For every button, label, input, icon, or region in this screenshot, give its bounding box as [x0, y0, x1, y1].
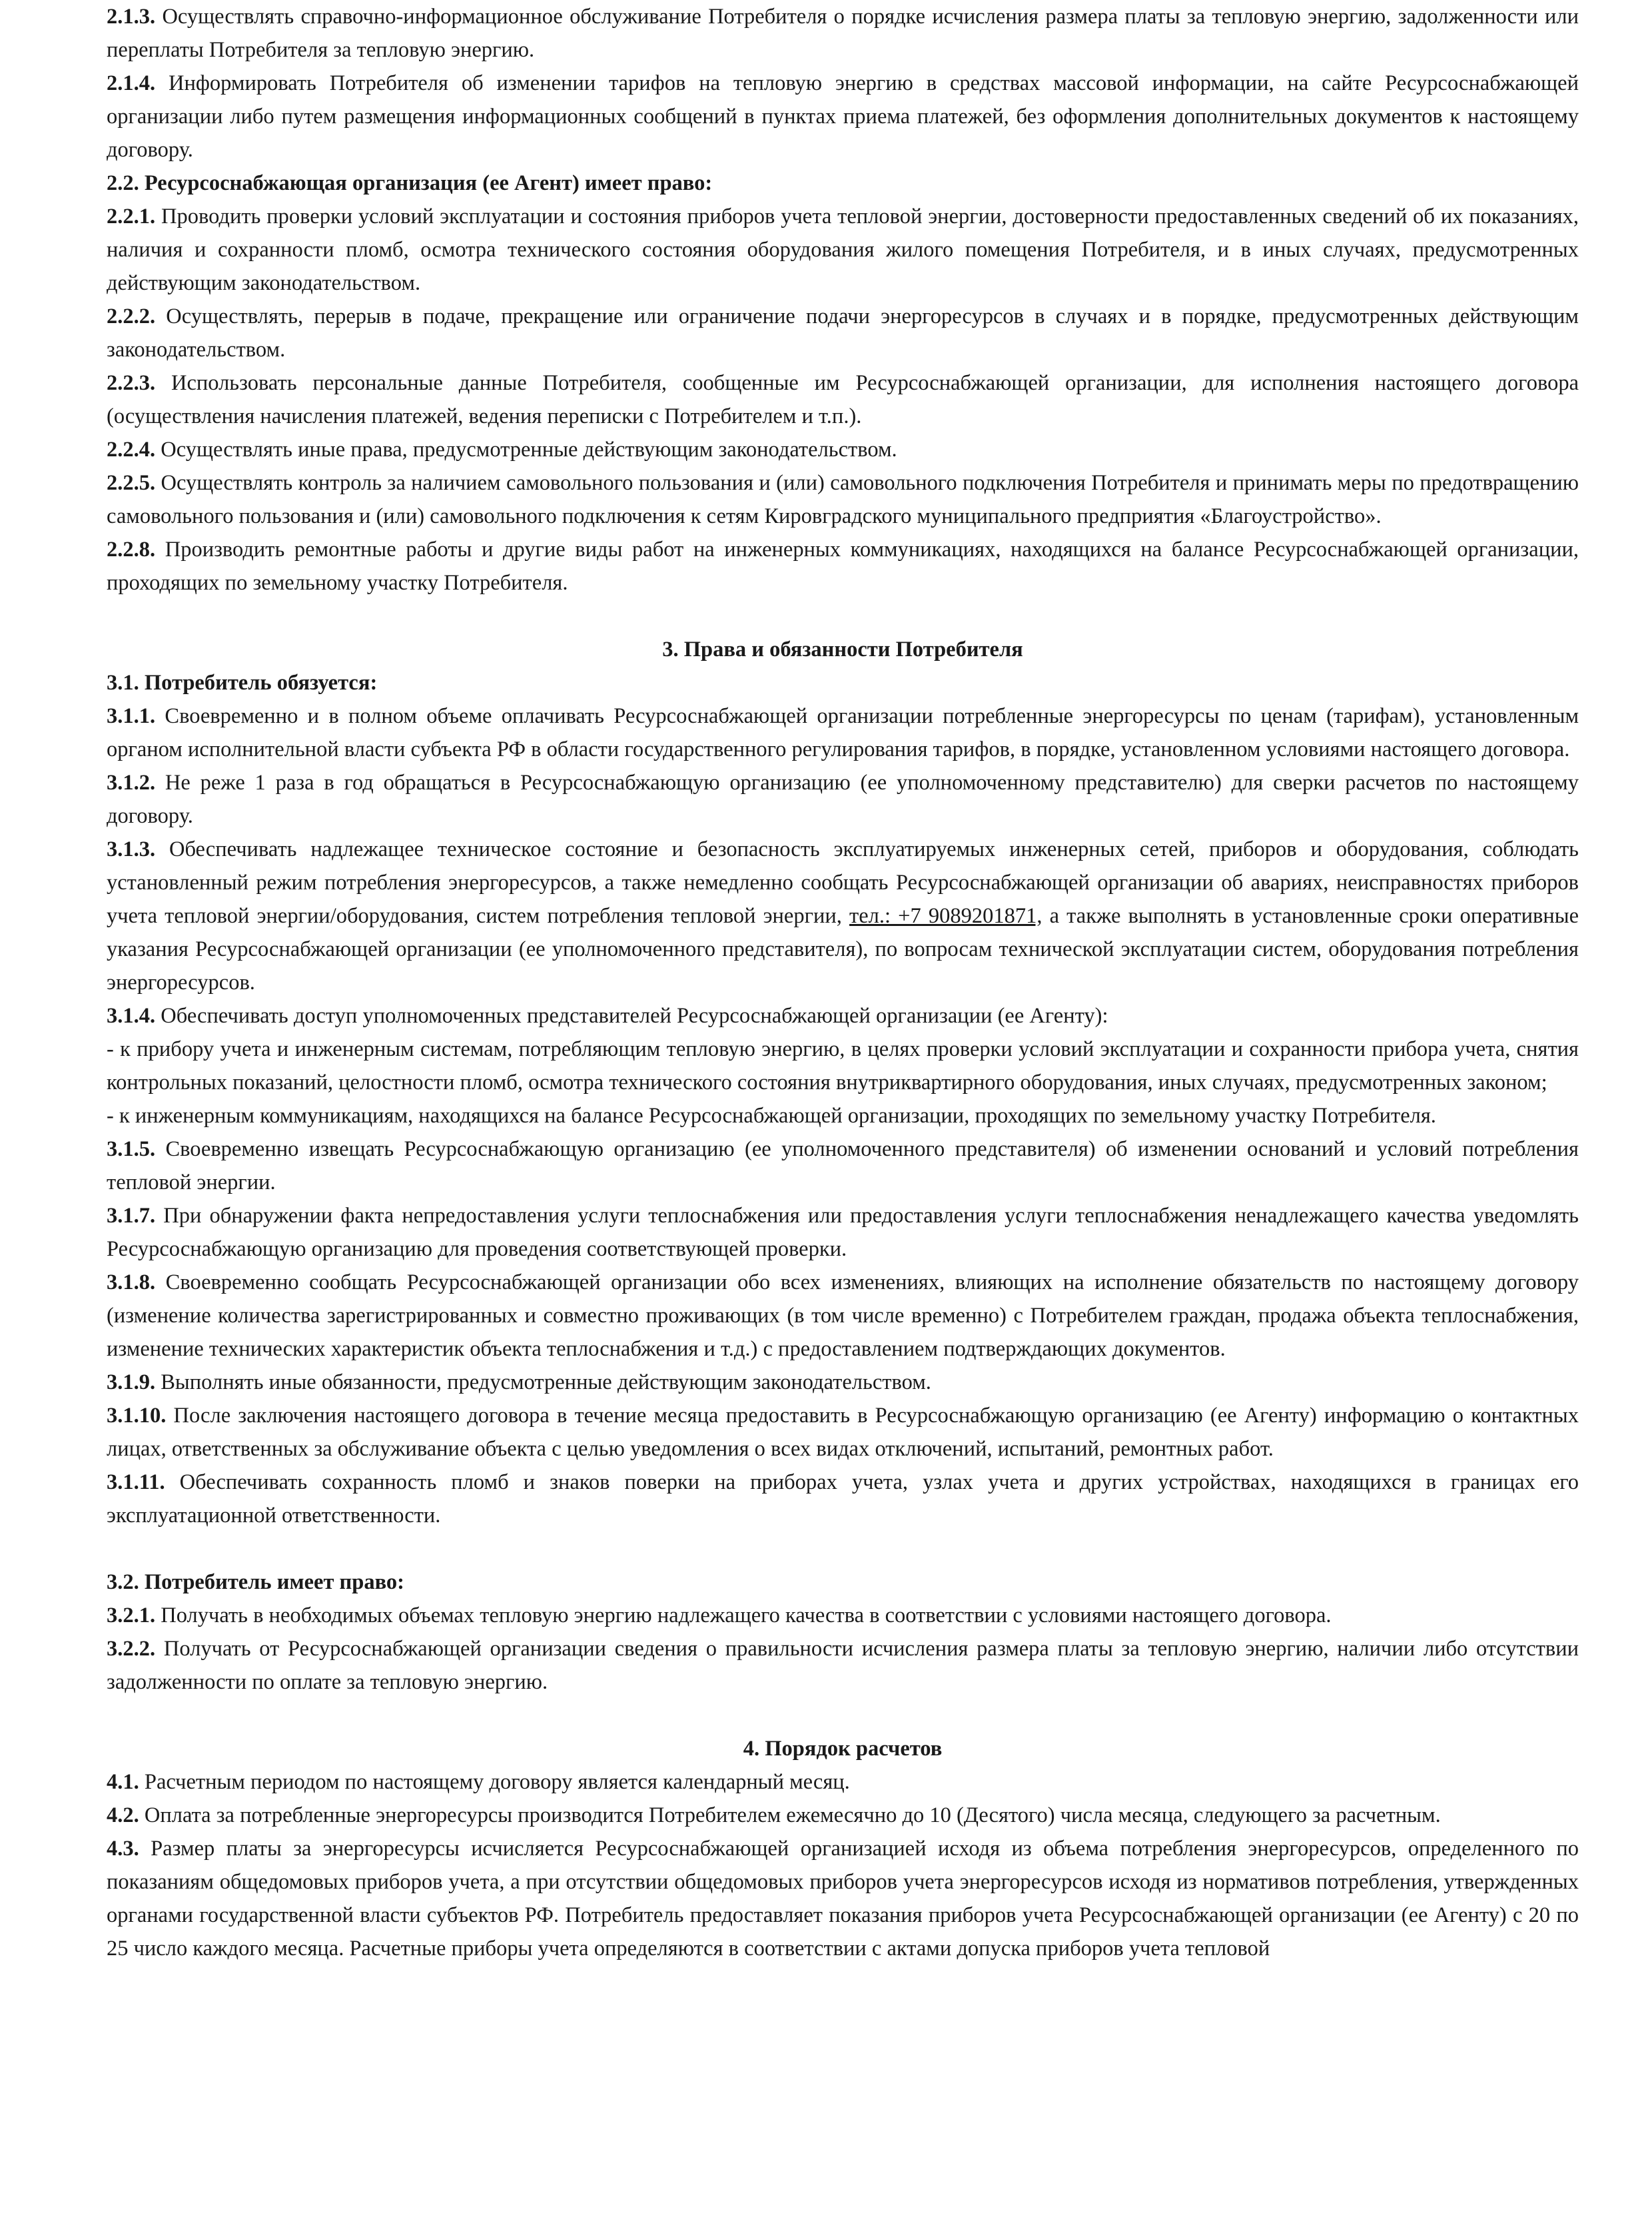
clause-text: Размер платы за энергоресурсы исчисляется Ресурсоснабжающей организацией исходя из объема потребления энергоресурсов, определенного по показаниям общедомовых приборов учета, а при отсутствии общедомовых приборов учета энергоресурсов исходя из нормативов потребления, утвержденных органами государственной власти субъектов РФ. Потребитель предоставляет показания приборов учета Ресурсоснабжающей организации (ее Агенту) с 20 по 25 число каждого месяца. Расчетные приборы учета определяются в соответствии с актами допуска приборов учета тепловой	[107, 1837, 1579, 1961]
clause-paragraph	[107, 1765, 1579, 1799]
clause-number: 2.2.3.	[107, 371, 156, 395]
clause-paragraph	[107, 999, 1579, 1033]
clause-number: 3.1.2.	[107, 771, 156, 795]
clause-text: Осуществлять иные права, предусмотренные действующим законодательством.	[161, 438, 897, 462]
clause-paragraph	[107, 1466, 1579, 1532]
clause-paragraph	[107, 67, 1579, 167]
clause-text: Не реже 1 раза в год обращаться в Ресурсоснабжающую организацию (ее уполномоченному представителю) для сверки расчетов по настоящему договору.	[107, 771, 1579, 828]
clause-number: 3.1.1.	[107, 704, 156, 728]
clause-text: Обеспечивать надлежащее техническое состояние и безопасность эксплуатируемых инженерных сетей, приборов и оборудования, соблюдать установленный режим потребления энергоресурсов, а также немедленно сообщать Ресурсоснабжающей организации об авариях, неисправностях приборов учета тепловой энергии/оборудования, систем потребления тепловой энергии,	[107, 837, 1579, 928]
clause-text: Использовать персональные данные Потребителя, сообщенные им Ресурсоснабжающей организации, для исполнения настоящего договора (осуществления начисления платежей, ведения переписки с Потребителем и т.п.).	[107, 371, 1579, 428]
clause-text: Выполнять иные обязанности, предусмотренные действующим законодательством.	[161, 1370, 931, 1394]
clause-paragraph	[107, 433, 1579, 466]
clause-text: Своевременно сообщать Ресурсоснабжающей организации обо всех изменениях, влияющих на исполнение обязательств по настоящему договору (изменение количества зарегистрированных и совместно проживающих (в том числе временно) с Потребителем граждан, продажа объекта теплоснабжения, изменение технических характеристик объекта теплоснабжения и т.д.) с предоставлением подтверждающих документов.	[107, 1270, 1579, 1361]
clause-paragraph	[107, 1632, 1579, 1699]
clause-paragraph	[107, 366, 1579, 433]
clause-number: 3.2.2.	[107, 1637, 156, 1661]
clause-number: 4.2.	[107, 1803, 139, 1827]
subsection-heading: 2.2. Ресурсоснабжающая организация (ее Агент) имеет право:	[107, 171, 713, 195]
clause-paragraph	[107, 833, 1579, 999]
clause-paragraph	[107, 1199, 1579, 1266]
clause-number: 3.1.5.	[107, 1137, 156, 1161]
clause-text: Обеспечивать сохранность пломб и знаков поверки на приборах учета, узлах учета и других устройствах, находящихся в границах его эксплуатационной ответственности.	[107, 1470, 1579, 1528]
clause-text: Информировать Потребителя об изменении тарифов на тепловую энергию в средствах массовой информации, на сайте Ресурсоснабжающей организации либо путем размещения информационных сообщений в пунктах приема платежей, без оформления дополнительных документов к настоящему договору.	[107, 71, 1579, 162]
clause-number: 3.2.1.	[107, 1603, 156, 1627]
clause-number: 2.1.4.	[107, 71, 156, 95]
clause-number: 4.3.	[107, 1837, 139, 1861]
clause-text: После заключения настоящего договора в течение месяца предоставить в Ресурсоснабжающую организацию (ее Агенту) информацию о контактных лицах, ответственных за обслуживание объекта с целью уведомления о всех видах отключений, испытаний, ремонтных работ.	[107, 1404, 1579, 1461]
clause-number: 3.1.8.	[107, 1270, 156, 1294]
clause-text: Обеспечивать доступ уполномоченных представителей Ресурсоснабжающей организации (ее Агенту):	[161, 1004, 1108, 1028]
clause-text: Осуществлять контроль за наличием самовольного пользования и (или) самовольного подключения Потребителя и принимать меры по предотвращению самовольного пользования и (или) самовольного подключения к сетям Кировградского муниципального предприятия «Благоустройство».	[107, 471, 1579, 528]
clause-text: Осуществлять, перерыв в подаче, прекращение или ограничение подачи энергоресурсов в случаях и в порядке, предусмотренных действующим законодательством.	[107, 304, 1579, 362]
clause-text: Получать в необходимых объемах тепловую энергию надлежащего качества в соответствии с условиями настоящего договора.	[161, 1603, 1332, 1627]
paragraph-spacer	[107, 1532, 1579, 1565]
clause-number: 3.1.11.	[107, 1470, 165, 1494]
document-page	[107, 0, 1579, 2229]
clause-paragraph	[107, 200, 1579, 300]
clause-text: - к прибору учета и инженерным системам, потребляющим тепловую энергию, в целях проверки условий эксплуатации и сохранности прибора учета, снятия контрольных показаний, целостности пломб, осмотра технического состояния внутриквартирного оборудования, иных случаях, предусмотренных законом;	[107, 1037, 1579, 1095]
clause-paragraph	[107, 1132, 1579, 1199]
clause-number: 2.2.2.	[107, 304, 156, 328]
clause-paragraph	[107, 533, 1579, 600]
list-item	[107, 1099, 1579, 1132]
clause-number: 2.2.8.	[107, 538, 156, 562]
clause-text: Осуществлять справочно-информационное обслуживание Потребителя о порядке исчисления размера платы за тепловую энергию, задолженности или переплаты Потребителя за тепловую энергию.	[107, 5, 1579, 62]
clause-text: Получать от Ресурсоснабжающей организации сведения о правильности исчисления размера платы за тепловую энергию, наличии либо отсутствии задолженности по оплате за тепловую энергию.	[107, 1637, 1579, 1694]
clause-text: Производить ремонтные работы и другие виды работ на инженерных коммуникациях, находящихся на балансе Ресурсоснабжающей организации, проходящих по земельному участку Потребителя.	[107, 538, 1579, 595]
clause-number: 2.2.1.	[107, 205, 156, 228]
clause-paragraph	[107, 300, 1579, 366]
clause-number: 2.1.3.	[107, 5, 156, 29]
clause-text: Расчетным периодом по настоящему договору является календарный месяц.	[144, 1770, 850, 1794]
clause-text: Своевременно и в полном объеме оплачивать Ресурсоснабжающей организации потребленные энергоресурсы по ценам (тарифам), установленным органом исполнительной власти субъекта РФ в области государственного регулирования тарифов, в порядке, установленном условиями настоящего договора.	[107, 704, 1579, 761]
clause-number: 3.1.3.	[107, 837, 156, 861]
clause-paragraph	[107, 1599, 1579, 1632]
clause-text: Проводить проверки условий эксплуатации и состояния приборов учета тепловой энергии, достоверности предоставленных сведений об их показаниях, наличия и сохранности пломб, осмотра технического состояния оборудования жилого помещения Потребителя, и в иных случаях, предусмотренных действующим законодательством.	[107, 205, 1579, 295]
clause-text: Своевременно извещать Ресурсоснабжающую организацию (ее уполномоченного представителя) об изменении оснований и условий потребления тепловой энергии.	[107, 1137, 1579, 1194]
clause-number: 3.1.10.	[107, 1404, 167, 1428]
clause-text: При обнаружении факта непредоставления услуги теплоснабжения или предоставления услуги теплоснабжения ненадлежащего качества уведомлять Ресурсоснабжающую организацию для проведения соответствующей проверки.	[107, 1204, 1579, 1261]
clause-paragraph	[107, 1832, 1579, 1965]
clause-number: 2.2.5.	[107, 471, 156, 495]
clause-paragraph	[107, 1366, 1579, 1399]
section-title: 4. Порядок расчетов	[743, 1737, 943, 1761]
clause-number: 3.1.7.	[107, 1204, 156, 1228]
clause-number: 3.1.9.	[107, 1370, 156, 1394]
clause-number: 2.2.4.	[107, 438, 156, 462]
clause-text: - к инженерным коммуникациям, находящихся на балансе Ресурсоснабжающей организации, проходящих по земельному участку Потребителя.	[107, 1104, 1436, 1128]
subsection-heading: 3.2. Потребитель имеет право:	[107, 1570, 405, 1594]
clause-paragraph	[107, 466, 1579, 533]
clause-text-continued: а также выполнять в установленные сроки оперативные указания Ресурсоснабжающей организации (ее уполномоченного представителя), по вопросам технической эксплуатации систем, оборудования потребления энергоресурсов.	[107, 904, 1579, 995]
list-item	[107, 1033, 1579, 1099]
clause-number: 4.1.	[107, 1770, 139, 1794]
clause-paragraph	[107, 1799, 1579, 1832]
clause-paragraph	[107, 766, 1579, 833]
clause-number: 3.1.4.	[107, 1004, 156, 1028]
subsection-heading: 3.1. Потребитель обязуется:	[107, 671, 378, 695]
paragraph-spacer	[107, 1699, 1579, 1732]
clause-paragraph	[107, 1399, 1579, 1466]
paragraph-spacer	[107, 600, 1579, 633]
clause-paragraph	[107, 699, 1579, 766]
clause-text: Оплата за потребленные энергоресурсы производится Потребителем ежемесячно до 10 (Десятого) числа месяца, следующего за расчетным.	[144, 1803, 1441, 1827]
clause-paragraph	[107, 1266, 1579, 1366]
phone-number: тел.: +7 9089201871,	[849, 904, 1042, 928]
clause-paragraph	[107, 0, 1579, 67]
section-title: 3. Права и обязанности Потребителя	[662, 638, 1023, 662]
